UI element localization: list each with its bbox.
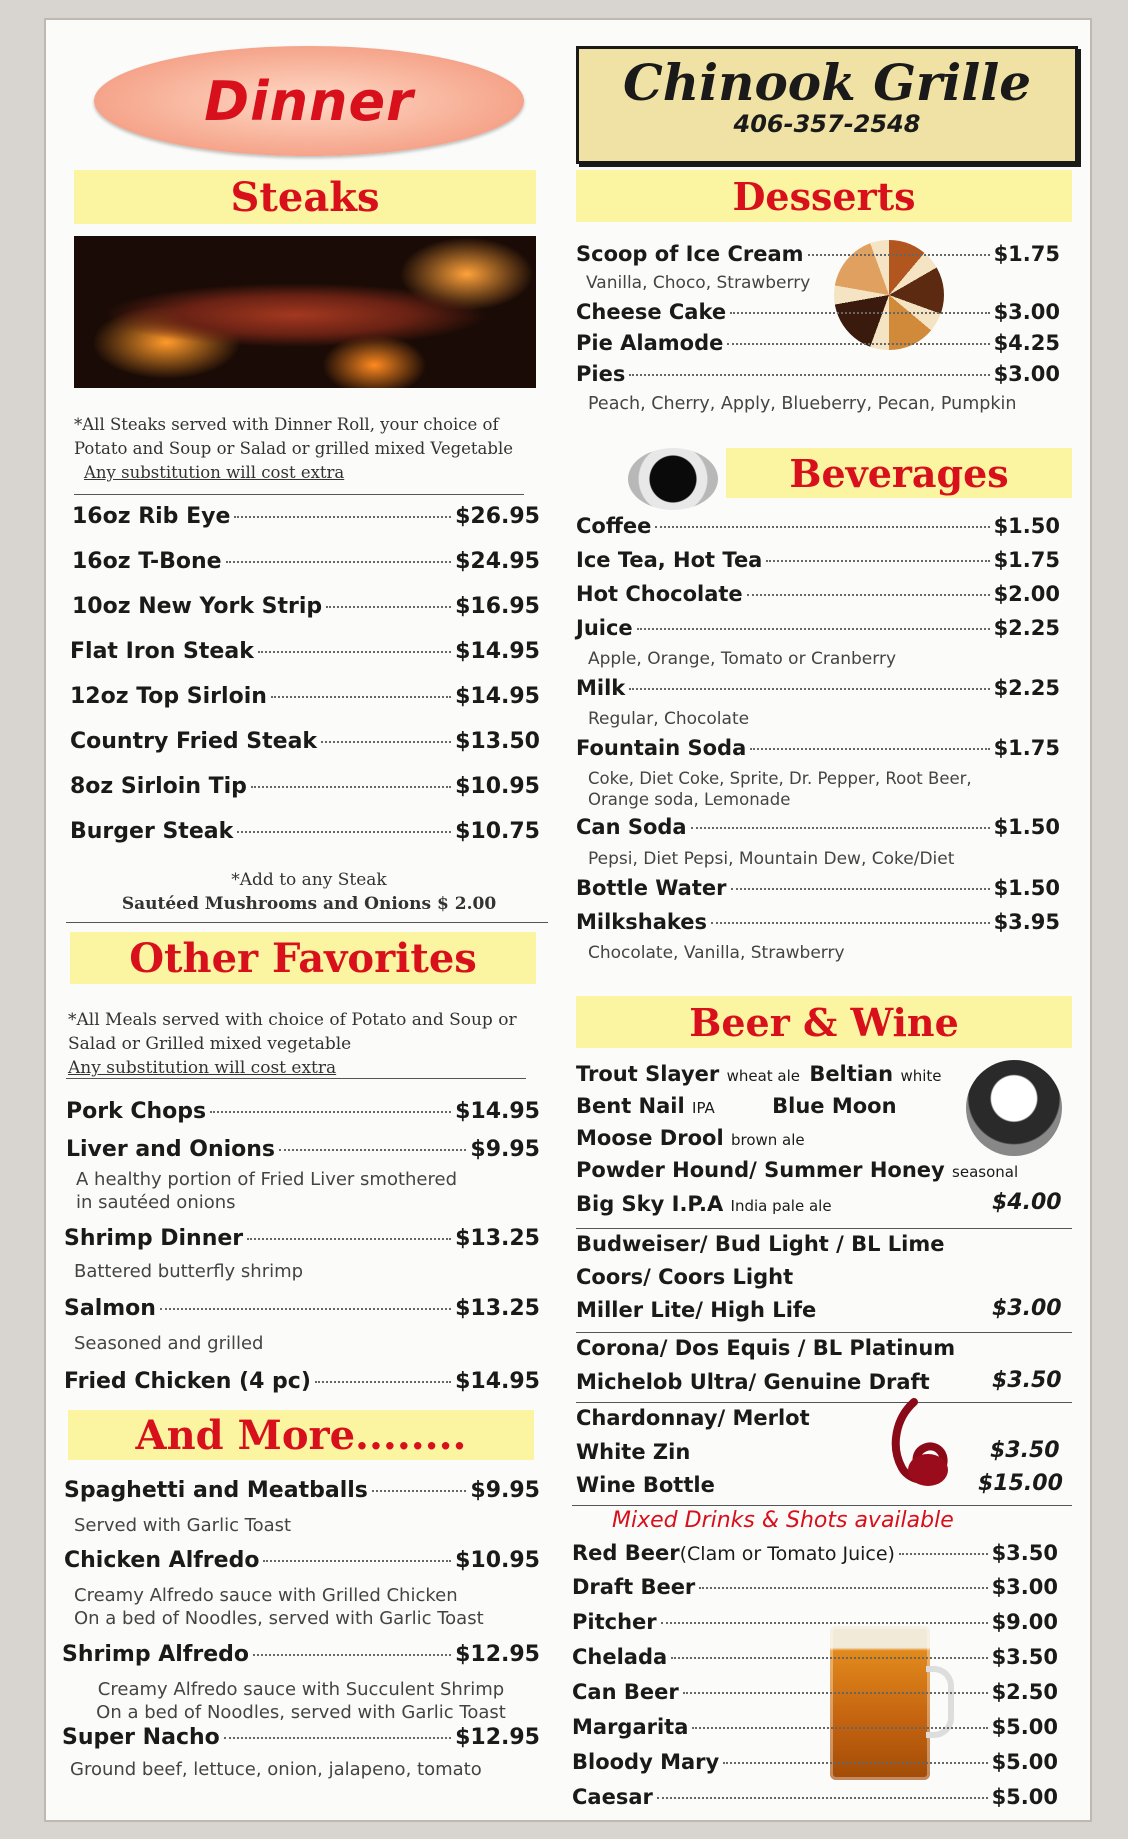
item-name: Pies <box>576 362 626 386</box>
beverages-header: Beverages <box>789 450 1009 496</box>
leader-dots <box>271 696 451 698</box>
leader-dots <box>727 343 989 345</box>
menu-item <box>72 594 540 619</box>
item-description <box>74 1332 263 1355</box>
leader-dots <box>637 628 990 630</box>
craft-beer-line <box>576 1192 832 1216</box>
item-name: Juice <box>576 616 633 640</box>
wine-line: Wine Bottle <box>576 1473 715 1497</box>
item-price: $16.95 <box>455 594 540 619</box>
menu-item <box>576 362 1060 386</box>
leader-dots <box>321 741 451 743</box>
item-price: $14.95 <box>455 684 540 709</box>
beer-style: brown ale <box>730 1131 805 1149</box>
item-description <box>74 1260 303 1283</box>
leader-dots <box>315 1381 451 1383</box>
leader-dots <box>372 1490 467 1492</box>
beer-style: IPA <box>692 1099 715 1117</box>
leader-dots <box>253 1654 451 1656</box>
leader-dots <box>699 1587 987 1589</box>
item-name: 16oz T-Bone <box>72 549 222 574</box>
item-price: $5.00 <box>991 1785 1058 1809</box>
leader-dots <box>210 1111 451 1113</box>
wine-line: Chardonnay/ Merlot <box>576 1406 810 1430</box>
leader-dots <box>691 827 990 829</box>
beer-name: Trout Slayer <box>576 1062 720 1086</box>
menu-item <box>576 736 1060 760</box>
menu-page <box>44 18 1092 1822</box>
item-name: Burger Steak <box>70 819 234 844</box>
item-price: $1.75 <box>993 242 1060 266</box>
craft-beer-price: $4.00 <box>992 1190 1062 1215</box>
item-price: $9.95 <box>470 1137 540 1162</box>
item-price: $3.00 <box>993 362 1060 386</box>
item-name: Can Soda <box>576 815 687 839</box>
item-description <box>70 1758 482 1781</box>
addon-line-2: Sautéed Mushrooms and Onions $ 2.00 <box>121 894 497 914</box>
item-name: Hot Chocolate <box>576 582 743 606</box>
menu-item <box>66 1099 540 1124</box>
item-name: Chicken Alfredo <box>64 1548 260 1573</box>
item-name: Coffee <box>576 514 652 538</box>
item-price: $3.50 <box>991 1645 1058 1669</box>
leader-dots <box>661 1622 988 1624</box>
menu-item <box>572 1680 1058 1704</box>
leader-dots <box>234 516 451 518</box>
beverages-header-band <box>726 448 1072 498</box>
desc-line: Ground beef, lettuce, onion, jalapeno, tomato <box>70 1759 482 1780</box>
beer-name: Powder Hound/ Summer Honey <box>576 1158 945 1182</box>
item-price: $3.50 <box>991 1541 1058 1565</box>
item-price: $12.95 <box>455 1642 540 1667</box>
leader-dots <box>655 526 989 528</box>
beer-name: Beltian <box>809 1062 894 1086</box>
desc-line: A healthy portion of Fried Liver smothered <box>76 1169 458 1190</box>
item-name-text: Red Beer <box>572 1541 680 1565</box>
import-beer-line: Corona/ Dos Equis / BL Platinum <box>576 1336 956 1360</box>
item-price: $10.95 <box>455 1548 540 1573</box>
domestic-beer-line: Coors/ Coors Light <box>576 1265 794 1289</box>
desc-line: Seasoned and grilled <box>74 1333 264 1354</box>
desc-line: Regular, Chocolate <box>588 709 750 729</box>
item-price: $9.95 <box>470 1478 540 1503</box>
item-price: $2.25 <box>993 676 1060 700</box>
other-favorites-header: Other Favorites <box>129 934 477 982</box>
beer-style: wheat ale <box>726 1067 800 1085</box>
menu-item <box>64 1369 540 1394</box>
item-name: Salmon <box>64 1296 156 1321</box>
item-name: Super Nacho <box>62 1725 220 1750</box>
menu-item <box>572 1541 1058 1565</box>
item-price: $3.95 <box>993 910 1060 934</box>
steaks-note-line-1: *All Steaks served with Dinner Roll, your choice of <box>74 415 499 434</box>
dinner-title: Dinner <box>204 69 414 133</box>
steak-addon-note <box>74 868 544 916</box>
wine-bottle-price: $15.00 <box>978 1471 1063 1496</box>
divider <box>74 494 524 495</box>
and-more-header: And More........ <box>135 1411 467 1459</box>
beer-name: Moose Drool <box>576 1126 724 1150</box>
restaurant-phone: 406-357-2548 <box>733 110 921 138</box>
leader-dots <box>657 1797 988 1799</box>
menu-item <box>572 1610 1058 1634</box>
menu-item <box>64 1548 540 1573</box>
item-name: Pork Chops <box>66 1099 207 1124</box>
item-description <box>62 1678 540 1724</box>
item-description <box>588 942 845 965</box>
leader-dots <box>237 831 451 833</box>
domestic-beer-price: $3.00 <box>992 1296 1062 1321</box>
divider <box>66 1078 526 1079</box>
desc-line: Battered butterfly shrimp <box>74 1261 304 1282</box>
item-description <box>586 272 810 295</box>
menu-item <box>576 582 1060 606</box>
menu-item <box>576 331 1060 355</box>
item-price: $12.95 <box>455 1725 540 1750</box>
item-name: Milk <box>576 676 626 700</box>
leader-dots <box>683 1692 988 1694</box>
desc-line: Peach, Cherry, Apply, Blueberry, Pecan, Pumpkin <box>588 394 1017 414</box>
menu-item <box>72 504 540 529</box>
item-price: $2.25 <box>993 616 1060 640</box>
leader-dots <box>629 374 989 376</box>
leader-dots <box>747 594 990 596</box>
steaks-header-band <box>74 170 536 224</box>
item-description <box>588 708 749 731</box>
montana-badge-icon <box>966 1060 1062 1156</box>
leader-dots <box>808 254 990 256</box>
item-price: $10.95 <box>455 774 540 799</box>
craft-beer-line <box>576 1062 942 1086</box>
leader-dots <box>279 1149 466 1151</box>
item-name: 12oz Top Sirloin <box>70 684 267 709</box>
item-name: Milkshakes <box>576 910 708 934</box>
menu-item <box>572 1575 1058 1599</box>
leader-dots <box>160 1308 451 1310</box>
steak-photo-image <box>74 236 536 388</box>
craft-beer-line <box>576 1094 897 1118</box>
item-description <box>588 393 1016 416</box>
menu-item <box>576 300 1060 324</box>
item-price: $3.00 <box>993 300 1060 324</box>
leader-dots <box>692 1727 987 1729</box>
item-price: $1.75 <box>993 548 1060 572</box>
item-name: Draft Beer <box>572 1575 696 1599</box>
other-note-line-1: *All Meals served with choice of Potato and Soup or <box>68 1010 517 1030</box>
craft-beer-line <box>576 1126 805 1150</box>
steaks-note <box>74 413 544 485</box>
menu-item <box>572 1715 1058 1739</box>
desc-line: Coke, Diet Coke, Sprite, Dr. Pepper, Root Beer, <box>588 769 972 788</box>
menu-item <box>64 1478 540 1503</box>
menu-item <box>70 729 540 754</box>
item-description <box>74 1584 484 1630</box>
divider <box>576 1402 1072 1403</box>
item-name: Margarita <box>572 1715 689 1739</box>
menu-item <box>576 242 1060 266</box>
menu-item <box>72 549 540 574</box>
menu-item <box>62 1725 540 1750</box>
menu-item <box>70 819 540 844</box>
desc-line: Vanilla, Choco, Strawberry <box>586 273 811 293</box>
restaurant-name: Chinook Grille <box>622 53 1032 112</box>
item-name: Shrimp Dinner <box>64 1226 244 1251</box>
item-name: 16oz Rib Eye <box>72 504 231 529</box>
item-name: Ice Tea, Hot Tea <box>576 548 763 572</box>
leader-dots <box>326 606 451 608</box>
menu-item <box>576 676 1060 700</box>
and-more-header-band <box>68 1410 534 1460</box>
dinner-title-oval <box>94 46 524 156</box>
other-favorites-header-band <box>70 932 536 984</box>
mixed-drinks-note: Mixed Drinks & Shots available <box>612 1508 954 1533</box>
desc-line: Orange soda, Lemonade <box>588 790 791 809</box>
wine-glass-price: $3.50 <box>990 1438 1060 1463</box>
item-description <box>74 1514 291 1537</box>
menu-item <box>576 616 1060 640</box>
item-price: $4.25 <box>993 331 1060 355</box>
desserts-header: Desserts <box>732 173 916 219</box>
menu-item <box>576 548 1060 572</box>
item-price: $10.75 <box>455 819 540 844</box>
wine-glass-icon <box>876 1398 956 1508</box>
item-price: $13.25 <box>455 1296 540 1321</box>
leader-dots <box>711 922 990 924</box>
item-name: Country Fried Steak <box>70 729 318 754</box>
menu-item <box>62 1642 540 1667</box>
menu-item <box>576 815 1060 839</box>
beer-wine-header: Beer & Wine <box>689 999 959 1045</box>
menu-item <box>70 774 540 799</box>
menu-item <box>572 1785 1058 1809</box>
item-description <box>588 768 972 810</box>
desserts-header-band <box>576 170 1072 222</box>
divider <box>572 1505 1072 1506</box>
item-price: $2.50 <box>991 1680 1058 1704</box>
domestic-beer-line: Budweiser/ Bud Light / BL Lime <box>576 1232 945 1256</box>
coffee-cup-icon <box>628 448 718 510</box>
domestic-beer-line: Miller Lite/ High Life <box>576 1298 817 1322</box>
leader-dots <box>671 1657 987 1659</box>
item-name: Fried Chicken (4 pc) <box>64 1369 311 1394</box>
divider <box>66 922 548 923</box>
steaks-header: Steaks <box>230 173 380 221</box>
desc-line: On a bed of Noodles, served with Garlic Toast <box>96 1702 506 1723</box>
leader-dots <box>226 561 452 563</box>
item-price: $1.50 <box>993 815 1060 839</box>
menu-item <box>576 910 1060 934</box>
beer-name: Big Sky I.P.A <box>576 1192 724 1216</box>
craft-beer-line <box>576 1158 1018 1182</box>
item-price: $14.95 <box>455 1369 540 1394</box>
leader-dots <box>224 1737 451 1739</box>
leader-dots <box>247 1238 451 1240</box>
item-price: $2.00 <box>993 582 1060 606</box>
item-description <box>588 848 954 871</box>
desc-line: Creamy Alfredo sauce with Succulent Shrimp <box>97 1679 505 1700</box>
divider <box>576 1332 1072 1333</box>
desc-line: Apple, Orange, Tomato or Cranberry <box>588 649 897 669</box>
item-name: Fountain Soda <box>576 736 747 760</box>
item-price: $1.75 <box>993 736 1060 760</box>
item-price: $24.95 <box>455 549 540 574</box>
item-name: Liver and Onions <box>66 1137 276 1162</box>
item-name: Bottle Water <box>576 876 727 900</box>
menu-item <box>70 639 540 664</box>
item-price: $14.95 <box>455 1099 540 1124</box>
item-name: 8oz Sirloin Tip <box>70 774 247 799</box>
item-description <box>588 648 896 671</box>
item-name: Caesar <box>572 1785 653 1809</box>
divider <box>576 1228 1072 1229</box>
desc-line: in sautéed onions <box>76 1192 236 1213</box>
item-price: $5.00 <box>991 1715 1058 1739</box>
other-note <box>68 1008 548 1080</box>
item-name: Shrimp Alfredo <box>62 1642 249 1667</box>
item-name: Can Beer <box>572 1680 679 1704</box>
menu-item <box>70 684 540 709</box>
item-name: Pitcher <box>572 1610 657 1634</box>
desc-line: On a bed of Noodles, served with Garlic Toast <box>74 1608 484 1629</box>
item-name: Pie Alamode <box>576 331 724 355</box>
item-name: Flat Iron Steak <box>70 639 254 664</box>
beer-style: seasonal <box>952 1163 1019 1181</box>
item-price: $3.00 <box>991 1575 1058 1599</box>
menu-item <box>572 1645 1058 1669</box>
beer-style: white <box>900 1067 942 1085</box>
leader-dots <box>723 1762 987 1764</box>
item-name <box>572 1541 895 1565</box>
leader-dots <box>251 786 451 788</box>
desc-line: Creamy Alfredo sauce with Grilled Chicken <box>74 1585 458 1606</box>
beer-name: Blue Moon <box>772 1094 897 1118</box>
leader-dots <box>263 1560 451 1562</box>
item-price: $13.25 <box>455 1226 540 1251</box>
desc-line: Pepsi, Diet Pepsi, Mountain Dew, Coke/Diet <box>588 849 955 869</box>
menu-item <box>64 1296 540 1321</box>
leader-dots <box>730 312 989 314</box>
steaks-note-line-2: Potato and Soup or Salad or grilled mixed Vegetable <box>74 439 513 458</box>
beer-style: India pale ale <box>730 1197 832 1215</box>
leader-dots <box>750 748 989 750</box>
other-note-line-3: Any substitution will cost extra <box>68 1058 337 1078</box>
item-name: Spaghetti and Meatballs <box>64 1478 368 1503</box>
restaurant-title-box <box>576 46 1078 164</box>
leader-dots <box>258 651 451 653</box>
leader-dots <box>899 1553 988 1555</box>
other-note-line-2: Salad or Grilled mixed vegetable <box>68 1034 352 1054</box>
item-price: $5.00 <box>991 1750 1058 1774</box>
item-price: $1.50 <box>993 514 1060 538</box>
addon-line-1: *Add to any Steak <box>231 870 387 890</box>
item-price: $13.50 <box>455 729 540 754</box>
wine-line: White Zin <box>576 1440 691 1464</box>
item-price: $1.50 <box>993 876 1060 900</box>
menu-item <box>576 514 1060 538</box>
item-price: $26.95 <box>455 504 540 529</box>
item-note: (Clam or Tomato Juice) <box>679 1543 895 1565</box>
leader-dots <box>766 560 989 562</box>
import-beer-line: Michelob Ultra/ Genuine Draft <box>576 1370 930 1394</box>
beer-name: Bent Nail <box>576 1094 685 1118</box>
steaks-note-line-3: Any substitution will cost extra <box>84 463 345 482</box>
item-name: 10oz New York Strip <box>72 594 323 619</box>
item-price: $9.00 <box>991 1610 1058 1634</box>
desc-line: Chocolate, Vanilla, Strawberry <box>588 943 845 963</box>
item-price: $14.95 <box>455 639 540 664</box>
leader-dots <box>731 888 990 890</box>
menu-item <box>572 1750 1058 1774</box>
desc-line: Served with Garlic Toast <box>74 1515 292 1536</box>
item-name: Scoop of Ice Cream <box>576 242 804 266</box>
item-description <box>76 1168 457 1214</box>
menu-item <box>66 1137 540 1162</box>
item-name: Cheese Cake <box>576 300 727 324</box>
beer-wine-header-band <box>576 996 1072 1048</box>
item-name: Chelada <box>572 1645 668 1669</box>
menu-item <box>64 1226 540 1251</box>
menu-item <box>576 876 1060 900</box>
leader-dots <box>629 688 989 690</box>
item-name: Bloody Mary <box>572 1750 720 1774</box>
import-beer-price: $3.50 <box>992 1368 1062 1393</box>
